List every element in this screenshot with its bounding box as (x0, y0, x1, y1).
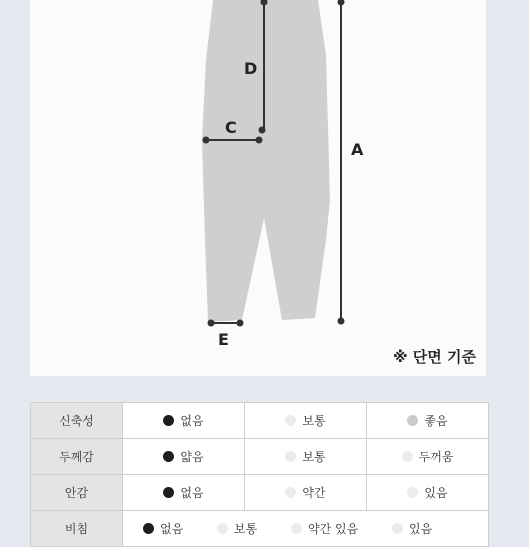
option-label: 없음 (160, 522, 184, 536)
measure-dot (338, 318, 345, 325)
table-row (31, 439, 489, 475)
table-row (31, 403, 489, 439)
option-label: 있음 (424, 486, 448, 500)
selected-dot (163, 487, 174, 498)
unselected-dot (285, 451, 296, 462)
unselected-dot (285, 487, 296, 498)
option-cell (285, 412, 325, 429)
label-c: C (225, 118, 237, 137)
option-label: 없음 (180, 486, 204, 500)
option-cell (407, 484, 447, 501)
table-row (31, 475, 489, 511)
size-diagram-panel (30, 0, 486, 376)
label-e: E (218, 330, 229, 349)
measure-dot (208, 320, 215, 327)
measure-dot (338, 0, 345, 6)
pants-silhouette (202, 0, 330, 322)
option-cell (163, 448, 203, 465)
option-cell (285, 448, 325, 465)
fabric-spec-table (30, 402, 489, 547)
pants-diagram (30, 0, 486, 376)
measure-dot (237, 320, 244, 327)
measure-dot (203, 137, 210, 144)
label-a: A (351, 140, 364, 159)
option-label: 좋음 (424, 414, 448, 428)
cross-section-note: ※ 단면 기준 (393, 348, 476, 366)
option-cell (163, 484, 203, 501)
option-label: 약간 (302, 486, 326, 500)
label-d: D (244, 59, 258, 78)
option-label: 약간 있음 (308, 522, 359, 536)
option-label: 없음 (180, 414, 204, 428)
unselected-dot (402, 451, 413, 462)
row-header: 안감 (31, 475, 123, 511)
option-label: 보통 (302, 450, 326, 464)
measure-dot (256, 137, 263, 144)
row-header: 두께감 (31, 439, 123, 475)
unselected-dot (285, 415, 296, 426)
option-cell (402, 448, 454, 465)
option-label: 보통 (234, 522, 258, 536)
option-cell (163, 412, 203, 429)
option-cell (285, 484, 325, 501)
option-cell (407, 412, 447, 429)
option-label: 얇음 (180, 450, 204, 464)
selected-dot (163, 415, 174, 426)
unselected-dot (407, 487, 418, 498)
selected-dot (163, 451, 174, 462)
option-label: 두꺼움 (418, 450, 454, 464)
row-header: 신축성 (31, 403, 123, 439)
unselected-dot (407, 415, 418, 426)
option-label: 보통 (302, 414, 326, 428)
option-label: 있음 (409, 522, 433, 536)
measure-dot (259, 127, 266, 134)
row-header: 비침 (31, 511, 123, 547)
